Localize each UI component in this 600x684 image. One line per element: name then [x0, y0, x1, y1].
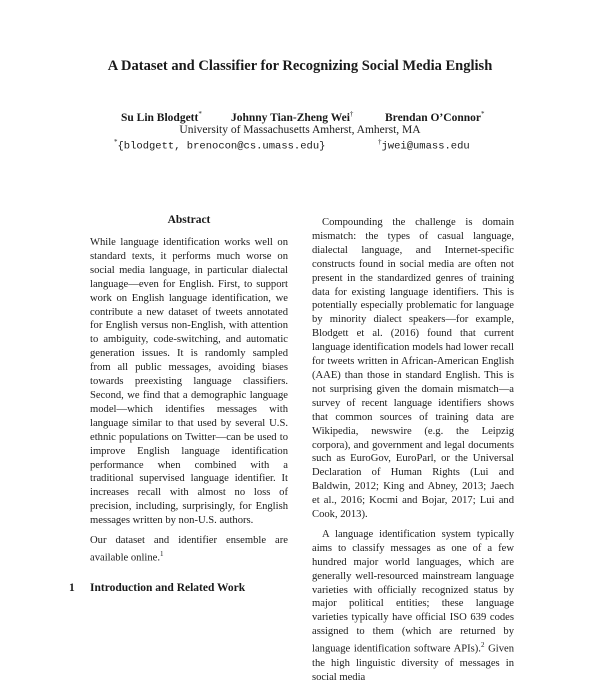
paper-title: A Dataset and Classifier for Recognizing Social Media English — [107, 58, 493, 74]
email-2 — [378, 138, 470, 153]
email-1-mark: * — [114, 138, 118, 146]
right-column — [312, 216, 514, 684]
section-title: Introduction and Related Work — [90, 582, 246, 594]
author-3 — [385, 110, 484, 124]
abstract-heading: Abstract — [167, 214, 211, 226]
left-column — [90, 214, 288, 565]
email-1 — [114, 138, 325, 153]
affiliation: University of Massachusetts Amherst, Amherst, MA — [179, 124, 421, 136]
abstract-body: While language identification works well on standard texts, it performs much worse on social media language, in particular dialectal language—even for English. First, to support work on English language identification, we contribute a new dataset of tweets annotated for English versus non-English, with attention to ambiguity, code-switching, and automatic generation issues. It is randomly sampled from all public messages, avoiding biases towards preexisting language classifiers. Second, we find that a demographic language model—which identifies messages with language similar to that used by several U.S. ethnic populations on Twitter—can be used to improve English language identification performance when combined with a traditional supervised language identifier. It increases recall with almost no loss of precision, including, surprisingly, for English messages written by non-U.S. authors. — [90, 237, 288, 527]
author-1 — [121, 110, 202, 124]
section-heading — [69, 582, 245, 594]
author-3-name: Brendan O’Connor — [385, 111, 481, 124]
author-2-mark: † — [349, 110, 354, 118]
email-1-text: {blodgett, brenocon@cs.umass.edu} — [117, 140, 326, 153]
section-number: 1 — [69, 582, 75, 594]
intro-paragraph-2-text: A language identification system typically aims to classify messages as one of a few hundred major world languages, which are generally well-resourced mainstream language varieties with officially recognized status by major political entities; these language varieties typically have official ISO 639 codes assigned to them (which are returned by language identification software APIs). — [312, 528, 514, 655]
author-1-name: Su Lin Blodgett — [121, 111, 199, 124]
footnote-marker-2: 2 — [480, 641, 485, 650]
intro-paragraph-2-tail: Given the high linguistic diversity of messages in social media — [312, 643, 514, 683]
author-2 — [231, 110, 353, 124]
abstract-closing-text: Our dataset and identifier ensemble are available online. — [90, 535, 288, 564]
abstract-closing — [90, 534, 288, 565]
intro-paragraph-2 — [312, 528, 514, 684]
intro-paragraph-1: Compounding the challenge is domain mismatch: the types of casual language, dialectal language, and Internet-specific constructs found in social media are often not present in the standardized genres of training data for existing language identifiers. This is potentially especially problematic for language by minority dialect speakers—for example, Blodgett et al. (2016) found that current language identification models had lower recall for tweets written in African-American English (AAE) than those in standard English. This is not surprising given the domain mismatch—a survey of recent language identifiers shows that common sources of training data are Wikipedia, newswire (e.g. the Leipzig corpora), and government and legal documents such as EuroGov, EuroParl, or the Universal Declaration of Human Rights (Lui and Baldwin, 2012; King and Abney, 2013; Jaech et al., 2016; Kocmi and Bojar, 2017; Lui and Cook, 2013). — [312, 217, 514, 521]
author-3-mark: * — [480, 110, 485, 118]
footnote-marker-1: 1 — [160, 549, 164, 558]
email-2-text: jwei@umass.edu — [381, 140, 470, 153]
author-2-name: Johnny Tian-Zheng Wei — [231, 111, 350, 124]
email-2-mark: † — [378, 138, 382, 146]
author-1-mark: * — [198, 110, 202, 118]
